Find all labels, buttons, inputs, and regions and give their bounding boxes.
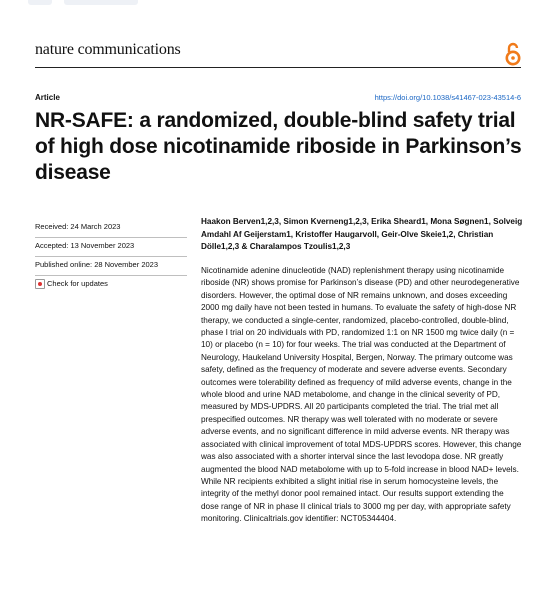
check-updates-label: Check for updates xyxy=(47,279,108,288)
accepted-date: Accepted: 13 November 2023 xyxy=(35,238,187,257)
check-updates-icon xyxy=(35,279,45,289)
header-rule xyxy=(35,67,521,68)
tab-stub xyxy=(28,0,52,5)
author-list: Haakon Berven1,2,3, Simon Kverneng1,2,3, Erika Sheard1, Mona Søgnen1, Solveig Amdahl Af Geijerstam1, Kristoffer Haugarvoll, Geir-Olve Skeie1,2, Christian Dölle1,2,3 & Charalampos Tzoulis1,2,3 xyxy=(201,217,523,251)
received-date: Received: 24 March 2023 xyxy=(35,219,187,238)
abstract: Nicotinamide adenine dinucleotide (NAD) replenishment therapy using nicotinamide riboside (NR) shows promise for Parkinson’s disease (PD) and other neurodegenerative disorders. However, the optimal dose of NR remains unknown, and doses exceeding 2000 mg daily have not been tested in humans. To evaluate the safety of high-dose NR therapy, we conducted a single-center, randomized, placebo-controlled, double-blind, phase I trial on 20 individuals with PD, randomized 1:1 on NR 1500 mg twice daily (n = 10) or placebo (n = 10) for four weeks. The trial was conducted at the Department of Neurology, Haukeland University Hospital, Bergen, Norway. The primary outcome was safety, defined as the frequency of moderate and severe adverse events. Secondary outcomes were tolerability defined as frequency of mild adverse events, change in the whole blood and urine NAD metabolome, and change in the clinical severity of PD, measured by MDS-UPDRS. All 20 participants completed the trial. The trial met all prespecified outcomes. NR therapy was well tolerated with no moderate or severe adverse events, and no significant difference in mild adverse events. NR therapy was associated with clinical improvement of total MDS-UPDRS scores. However, this change was also associated with a shorter interval since the last levodopa dose. NR greatly augmented the blood NAD metabolome with up to 5-fold increase in blood NAD+ levels. While NR recipients exhibited a slight initial rise in serum homocysteine levels, the integrity of the methyl donor pool remained intact. Our results support extending the dose range of NR in phase II clinical trials to 3000 mg per day, with appropriate safety monitoring. Clinicaltrials.gov identifier: NCT05344404. xyxy=(201,266,522,524)
published-date: Published online: 28 November 2023 xyxy=(35,257,187,276)
article-title: NR-SAFE: a randomized, double-blind safety trial of high dose nicotinamide riboside in Parkinson’s disease xyxy=(35,109,522,184)
doi-link[interactable]: https://doi.org/10.1038/s41467-023-43514-6 xyxy=(374,93,521,102)
browser-tab-strip xyxy=(0,0,551,8)
check-updates-button[interactable] xyxy=(35,276,187,294)
article-dates xyxy=(35,219,187,294)
tab-stub xyxy=(64,0,138,5)
open-access-lock-icon xyxy=(503,42,523,66)
journal-name: nature communications xyxy=(35,41,181,58)
article-type: Article xyxy=(35,93,60,102)
